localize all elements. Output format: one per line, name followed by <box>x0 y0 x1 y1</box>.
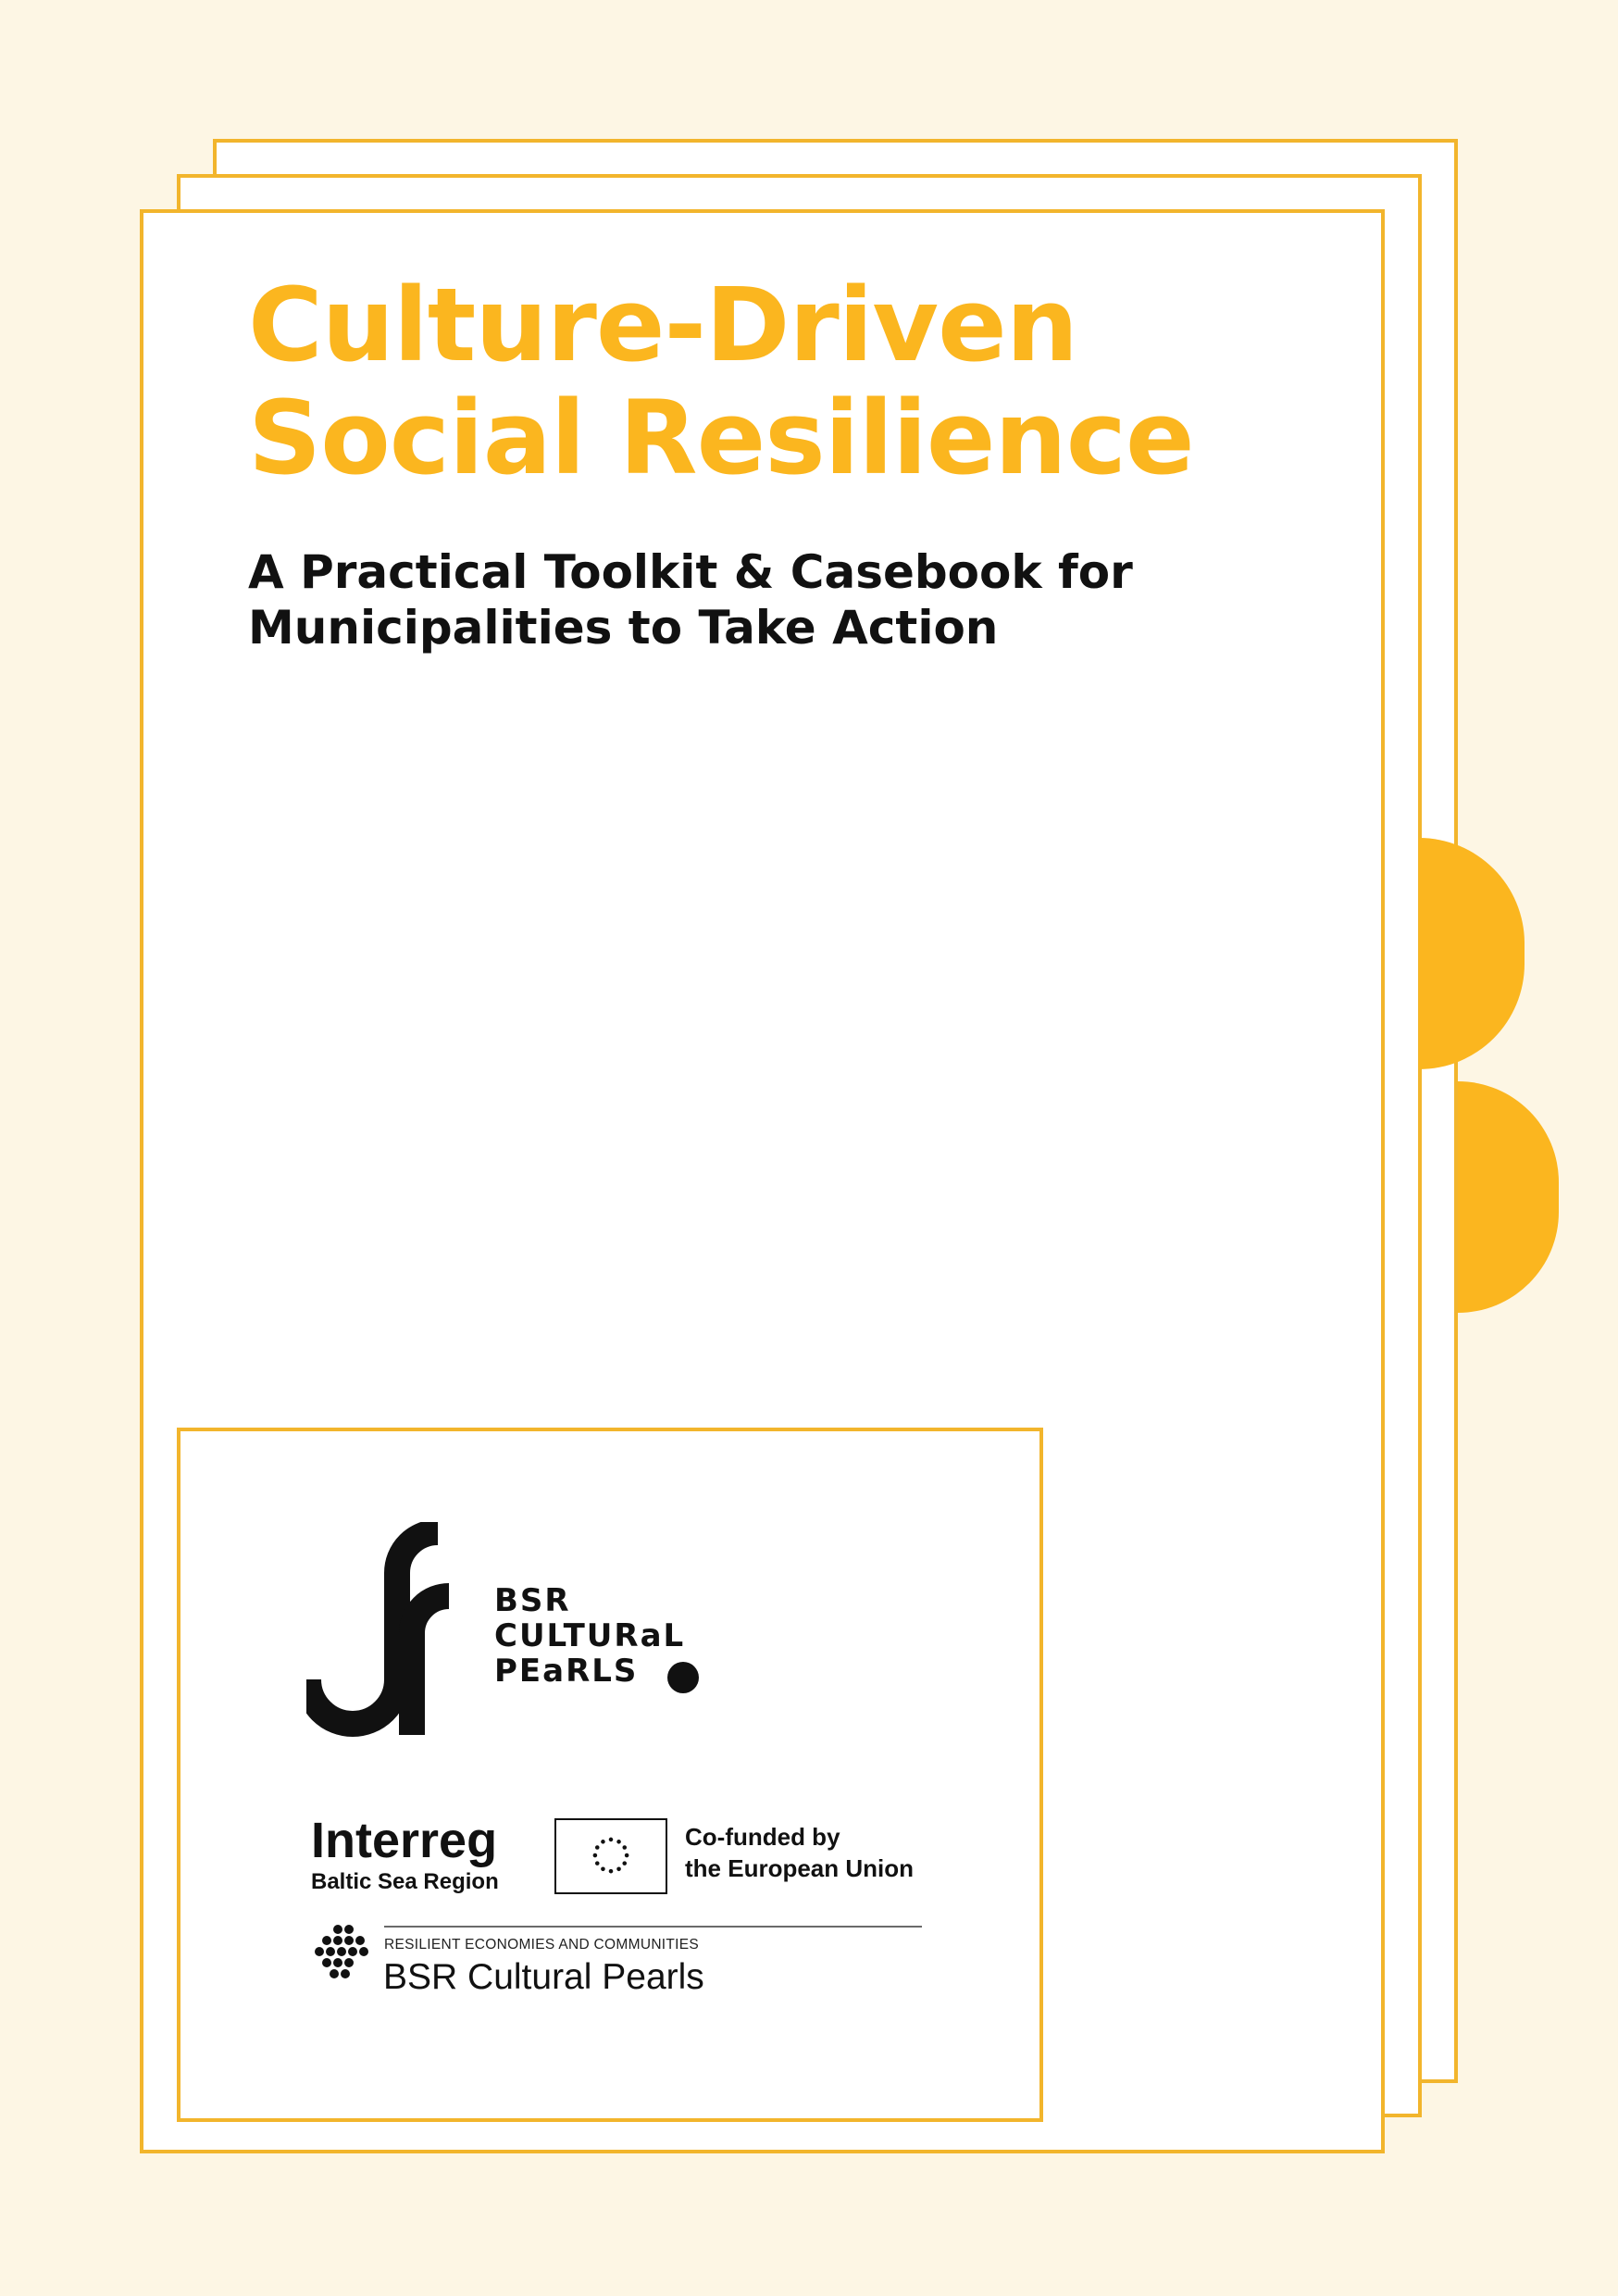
wordmark-line-bsr: BSR <box>494 1582 571 1619</box>
interreg-logo <box>311 1813 499 1897</box>
title-line-2: Social Resilience <box>248 379 1194 497</box>
eu-cofunded-text <box>685 1821 914 1884</box>
interreg-name: Interreg <box>311 1813 498 1868</box>
cover-title <box>248 266 1194 497</box>
interreg-region: Baltic Sea Region <box>311 1869 499 1894</box>
cover-subtitle <box>248 544 1133 655</box>
wordmark-line-pearls: PEaRLS <box>494 1653 639 1690</box>
resilient-tagline: RESILIENT ECONOMIES AND COMMUNITIES <box>384 1937 700 1953</box>
yellow-tab-upper <box>1419 838 1525 1069</box>
eu-flag-icon <box>554 1818 667 1894</box>
resilient-name: BSR Cultural Pearls <box>383 1957 704 1997</box>
subtitle-line-1: A Practical Toolkit & Casebook for <box>248 545 1133 599</box>
cover-page <box>140 209 1385 2153</box>
partner-logos-box <box>177 1428 1043 2122</box>
js-monogram-icon <box>306 1522 482 1744</box>
eu-text-line-1: Co-funded by <box>685 1823 840 1851</box>
eu-text-line-2: the European Union <box>685 1854 914 1882</box>
wordmark-line-cultural: CULTURaL <box>494 1617 686 1654</box>
cultural-pearls-wordmark <box>494 1583 685 1689</box>
dot-cluster-icon <box>314 1924 375 1985</box>
title-line-1: Culture-Driven <box>248 266 1078 384</box>
yellow-tab-lower <box>1458 1081 1559 1313</box>
divider-line <box>384 1926 922 1928</box>
subtitle-line-2: Municipalities to Take Action <box>248 601 999 655</box>
wordmark-dot <box>667 1662 699 1693</box>
